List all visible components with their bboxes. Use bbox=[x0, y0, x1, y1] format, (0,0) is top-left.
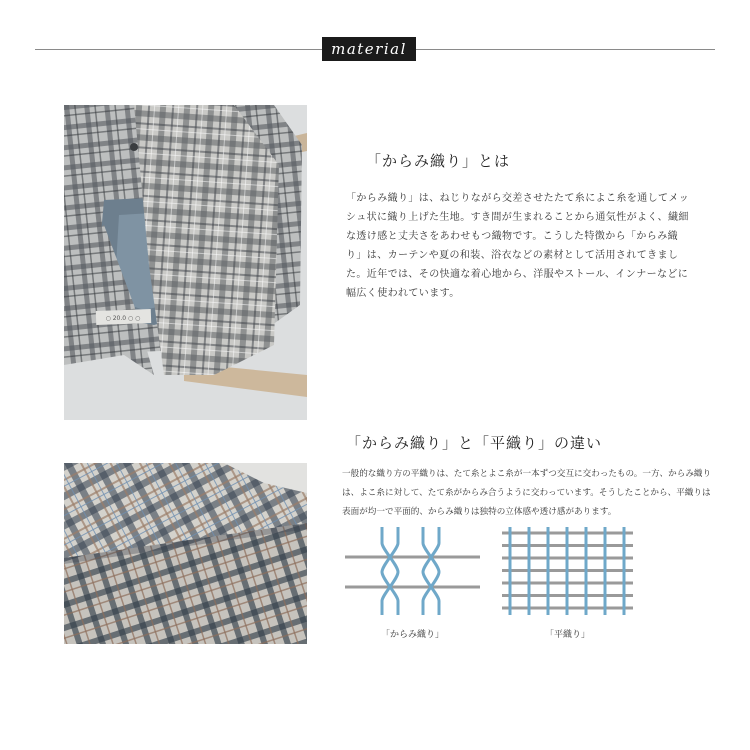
section1-title: 「からみ織り」とは bbox=[366, 152, 511, 170]
section-badge: material bbox=[322, 37, 416, 61]
section1-body: 「からみ織り」は、ねじりながら交差させたたて糸によこ糸を通してメッシュ状に織り上げた生地。すき間が生まれることから通気性がよく、繊細な透け感と丈夫さをあわせもつ織物です。こうした特徴から「からみ織り」は、カーテンや夏の和装、浴衣などの素材として活用されてきました。近年では、その快適な着心地から、洋服やストール、インナーなどに幅広く使われています。 bbox=[346, 193, 690, 299]
fabric-tag-text: ○ 20.0 ○ ○ bbox=[105, 315, 141, 322]
leno-warp bbox=[423, 527, 439, 615]
plain-weave-threads bbox=[502, 527, 633, 615]
fabric-photo-closeup bbox=[64, 463, 307, 644]
plain-weave-diagram bbox=[500, 527, 635, 615]
section2-body: 一般的な織り方の平織りは、たて糸とよこ糸が一本ずつ交互に交わったもの。一方、からみ織りは、よこ糸に対して、たて糸がからみ合うように交わっています。そうしたことから、平織りは表面が均一で平面的、からみ織りは独特の立体感や透け感があります。 bbox=[342, 469, 712, 517]
section2-title: 「からみ織り」と「平織り」の違い bbox=[346, 434, 603, 452]
leno-warp bbox=[382, 527, 398, 615]
plain-caption: 「平織り」 bbox=[544, 630, 590, 640]
leno-warp bbox=[423, 527, 439, 615]
leno-warp bbox=[382, 527, 398, 615]
leno-weave-diagram bbox=[345, 527, 480, 615]
leno-weft-threads bbox=[345, 557, 480, 587]
fabric-photo-draped bbox=[64, 105, 307, 420]
leno-warp-threads bbox=[382, 527, 439, 615]
leno-caption: 「からみ織り」 bbox=[380, 630, 444, 640]
